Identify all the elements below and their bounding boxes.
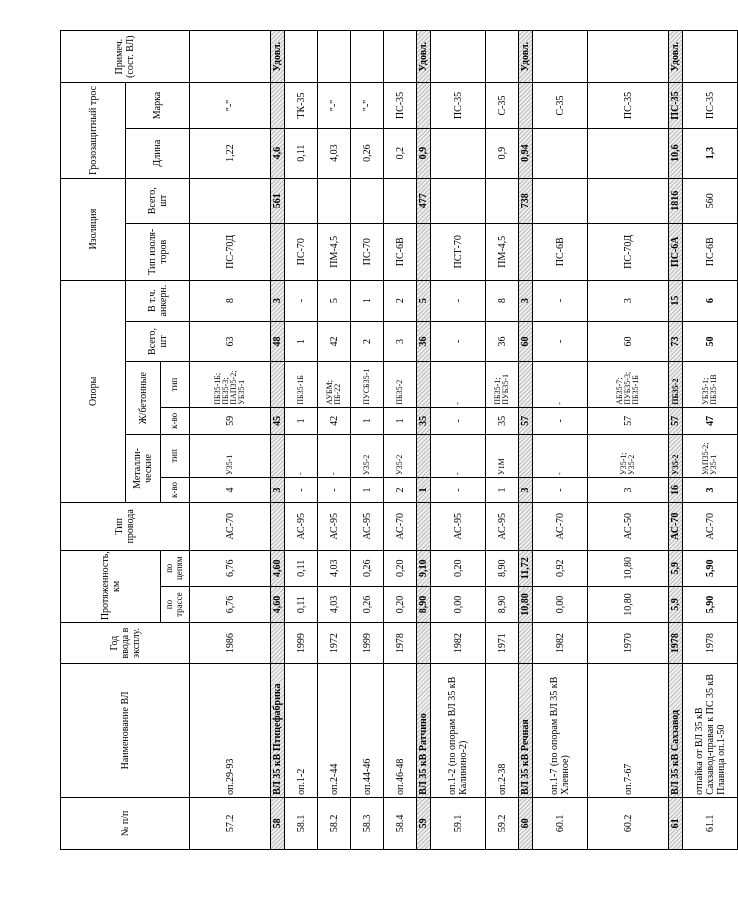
cell-supports-total: 73 xyxy=(669,321,683,362)
header-supports: Опоры xyxy=(61,280,126,502)
header-num: № п/п xyxy=(61,797,190,849)
header-length: Протяженность, км xyxy=(61,550,161,623)
table-row xyxy=(683,31,738,850)
cell-supports-total: 2 xyxy=(351,321,384,362)
cell-note: Удовл. xyxy=(519,31,533,83)
cell-insulator-total: 477 xyxy=(417,178,431,223)
cell-anchor-count: - xyxy=(431,280,486,321)
cell-insulator-total xyxy=(190,178,271,223)
table-row xyxy=(285,31,318,850)
cell-anchor-count: 8 xyxy=(486,280,519,321)
cell-year: 1970 xyxy=(588,623,669,664)
header-total: Всего, шт xyxy=(126,321,190,362)
cell-year: 1971 xyxy=(486,623,519,664)
table-row xyxy=(519,31,533,850)
cell-num: 59.1 xyxy=(431,797,486,849)
table-row xyxy=(318,31,351,850)
header-len-circuits: по цепям xyxy=(161,550,190,586)
table-row xyxy=(417,31,431,850)
cell-name: отпайка от ВЛ 35 кВ Сахзавод-правая к ПС 35 кВ Плавица оп.1-50 xyxy=(683,664,738,798)
cell-cable-brand: ПС-35 xyxy=(431,83,486,128)
cell-year: 1999 xyxy=(351,623,384,664)
cell-concrete-count: 35 xyxy=(417,407,431,434)
cell-len-route: 5,9 xyxy=(669,586,683,622)
table-row xyxy=(384,31,417,850)
cell-year: 1982 xyxy=(533,623,588,664)
cell-name: оп.2-44 xyxy=(318,664,351,798)
cell-year: 1978 xyxy=(384,623,417,664)
cell-len-circuits: 5,90 xyxy=(683,550,738,586)
cell-cable-brand xyxy=(271,83,285,128)
cell-wire: АС-95 xyxy=(318,502,351,550)
cell-cable-brand xyxy=(519,83,533,128)
table-row xyxy=(431,31,486,850)
cell-len-circuits: 6,76 xyxy=(190,550,271,586)
cell-year: 1982 xyxy=(431,623,486,664)
cell-cable-brand: ПС-35 xyxy=(683,83,738,128)
cell-note xyxy=(683,31,738,83)
cell-note xyxy=(588,31,669,83)
cell-insulator-total: 1816 xyxy=(669,178,683,223)
cell-name: оп.1-7 (по опорам ВЛ 35 кВ Хлевное) xyxy=(533,664,588,798)
cell-anchor-count: 8 xyxy=(190,280,271,321)
cell-insulator-type: ПС-6А xyxy=(669,223,683,280)
cell-metal-count: - xyxy=(431,478,486,503)
cell-insulator-total xyxy=(318,178,351,223)
cell-metal-type: - xyxy=(318,434,351,477)
cell-metal-count: - xyxy=(285,478,318,503)
header-metal: Металли-ческие xyxy=(126,434,161,502)
cell-metal-count: 4 xyxy=(190,478,271,503)
cell-num: 58.2 xyxy=(318,797,351,849)
cell-len-route: 0,20 xyxy=(384,586,417,622)
cell-cable-length: 0,2 xyxy=(384,128,417,178)
cell-len-circuits: 0,11 xyxy=(285,550,318,586)
cell-supports-total: 1 xyxy=(285,321,318,362)
cell-insulator-total: 561 xyxy=(271,178,285,223)
cell-cable-brand: "-" xyxy=(190,83,271,128)
table-row xyxy=(486,31,519,850)
cell-num: 57.2 xyxy=(190,797,271,849)
header-name: Наименование ВЛ xyxy=(61,664,190,798)
cell-concrete-count: 1 xyxy=(285,407,318,434)
cell-insulator-total xyxy=(486,178,519,223)
cell-name: ВЛ 35 кВ Речная xyxy=(519,664,533,798)
cell-cable-length: 1,22 xyxy=(190,128,271,178)
cell-concrete-type: ПБ35-1Б xyxy=(285,362,318,407)
cell-metal-type: - xyxy=(431,434,486,477)
cell-year: 1978 xyxy=(683,623,738,664)
cell-name: оп.1-2 (по опорам ВЛ 35 кВ Калинино-2) xyxy=(431,664,486,798)
cell-year: 1986 xyxy=(190,623,271,664)
table-body xyxy=(190,31,738,850)
cell-name: оп.46-48 xyxy=(384,664,417,798)
cell-concrete-count: 45 xyxy=(271,407,285,434)
cell-metal-count: 1 xyxy=(351,478,384,503)
cell-cable-length: 0,11 xyxy=(285,128,318,178)
cell-wire: АС-70 xyxy=(384,502,417,550)
cell-concrete-count: 57 xyxy=(669,407,683,434)
cell-metal-count: 3 xyxy=(588,478,669,503)
cell-num: 60 xyxy=(519,797,533,849)
cell-cable-length: 10,6 xyxy=(669,128,683,178)
cell-supports-total: 50 xyxy=(683,321,738,362)
cell-cable-brand: С-35 xyxy=(486,83,519,128)
cell-insulator-type: ПС-70Д xyxy=(588,223,669,280)
cell-metal-count: - xyxy=(318,478,351,503)
cell-len-route: 10,80 xyxy=(588,586,669,622)
cell-cable-length xyxy=(588,128,669,178)
cell-num: 61 xyxy=(669,797,683,849)
cell-num: 60.1 xyxy=(533,797,588,849)
header-ins-total: Всего, шт xyxy=(126,178,190,223)
cell-metal-type: У35-1 xyxy=(190,434,271,477)
cell-supports-total: - xyxy=(431,321,486,362)
cell-note xyxy=(351,31,384,83)
cell-len-circuits: 9,10 xyxy=(417,550,431,586)
cell-anchor-count: 2 xyxy=(384,280,417,321)
cell-cable-brand: "-" xyxy=(318,83,351,128)
cell-insulator-total xyxy=(351,178,384,223)
cell-name: ВЛ 35 кВ Ратчино xyxy=(417,664,431,798)
cell-insulator-type xyxy=(271,223,285,280)
cell-insulator-type: ПМ-4,5 xyxy=(486,223,519,280)
header-ins-type: Тип изоля-торов xyxy=(126,223,190,280)
cell-num: 58 xyxy=(271,797,285,849)
cell-concrete-type: УБ35-1; ПБ35-1В xyxy=(683,362,738,407)
cell-num: 60.2 xyxy=(588,797,669,849)
cell-name: ВЛ 35 кВ Птицефабрика xyxy=(271,664,285,798)
cell-note xyxy=(318,31,351,83)
cell-len-circuits: 0,92 xyxy=(533,550,588,586)
cell-concrete-type xyxy=(271,362,285,407)
header-concrete-kvo: к-во xyxy=(161,407,190,434)
cell-len-route: 8,90 xyxy=(417,586,431,622)
cell-len-route: 6,76 xyxy=(190,586,271,622)
cell-cable-brand xyxy=(417,83,431,128)
cell-metal-type: У35-1; У35-2 xyxy=(588,434,669,477)
header-metal-kvo: к-во xyxy=(161,478,190,503)
cell-len-circuits: 0,20 xyxy=(431,550,486,586)
table-row xyxy=(190,31,271,850)
cell-year xyxy=(417,623,431,664)
cell-len-circuits: 10,80 xyxy=(588,550,669,586)
cell-metal-type: У35-2 xyxy=(384,434,417,477)
cell-metal-count: 1 xyxy=(417,478,431,503)
cell-insulator-type: ПМ-4,5 xyxy=(318,223,351,280)
cell-len-route: 8,90 xyxy=(486,586,519,622)
cell-insulator-total: 738 xyxy=(519,178,533,223)
cell-len-circuits: 4,60 xyxy=(271,550,285,586)
table-row xyxy=(533,31,588,850)
cell-wire: АС-95 xyxy=(285,502,318,550)
cell-concrete-type: ПУСБ35-1 xyxy=(351,362,384,407)
cell-anchor-count: 6 xyxy=(683,280,738,321)
cell-note xyxy=(431,31,486,83)
table-row xyxy=(669,31,683,850)
cell-insulator-type: ПС-6В xyxy=(683,223,738,280)
cell-metal-type xyxy=(519,434,533,477)
cell-len-route: 4,03 xyxy=(318,586,351,622)
cell-supports-total: 48 xyxy=(271,321,285,362)
cell-supports-total: 36 xyxy=(486,321,519,362)
cell-insulator-total xyxy=(588,178,669,223)
cell-len-circuits: 8,90 xyxy=(486,550,519,586)
cell-name: оп.44-46 xyxy=(351,664,384,798)
cell-num: 58.1 xyxy=(285,797,318,849)
header-wire: Тип провода xyxy=(61,502,190,550)
cell-insulator-total xyxy=(431,178,486,223)
cell-len-circuits: 0,20 xyxy=(384,550,417,586)
cell-num: 58.3 xyxy=(351,797,384,849)
cell-wire: АС-50 xyxy=(588,502,669,550)
cell-cable-length: 0,9 xyxy=(417,128,431,178)
cell-note: Удовл. xyxy=(417,31,431,83)
cell-len-route: 5,90 xyxy=(683,586,738,622)
cell-metal-count: 3 xyxy=(271,478,285,503)
table-row xyxy=(588,31,669,850)
cell-cable-brand: ПС-35 xyxy=(669,83,683,128)
cell-wire: АС-95 xyxy=(486,502,519,550)
header-cable-brand: Марка xyxy=(126,83,190,128)
cell-num: 59 xyxy=(417,797,431,849)
cell-cable-length xyxy=(533,128,588,178)
cell-cable-length: 4,03 xyxy=(318,128,351,178)
cell-supports-total: 60 xyxy=(588,321,669,362)
cell-metal-type: - xyxy=(533,434,588,477)
cell-cable-length: 0,9 xyxy=(486,128,519,178)
cell-concrete-type: ПБ35-1; ПУБ35-1 xyxy=(486,362,519,407)
cell-concrete-count: - xyxy=(533,407,588,434)
cell-wire xyxy=(417,502,431,550)
cell-wire: АС-70 xyxy=(669,502,683,550)
cell-supports-total: - xyxy=(533,321,588,362)
cell-supports-total: 36 xyxy=(417,321,431,362)
cell-concrete-count: 57 xyxy=(519,407,533,434)
cell-wire xyxy=(271,502,285,550)
cell-wire: АС-95 xyxy=(431,502,486,550)
cell-concrete-count: 35 xyxy=(486,407,519,434)
cell-len-route: 0,26 xyxy=(351,586,384,622)
cell-concrete-type: АУБМ; ПБ-22 xyxy=(318,362,351,407)
cell-cable-brand: С-35 xyxy=(533,83,588,128)
header-cable: Грозозащитный трос xyxy=(61,83,126,178)
cell-note xyxy=(190,31,271,83)
cell-cable-length: 0,94 xyxy=(519,128,533,178)
cell-year: 1978 xyxy=(669,623,683,664)
cell-len-route: 4,60 xyxy=(271,586,285,622)
cell-cable-length: 4,6 xyxy=(271,128,285,178)
cell-cable-brand: ПС-35 xyxy=(588,83,669,128)
cell-anchor-count: 5 xyxy=(417,280,431,321)
cell-supports-total: 3 xyxy=(384,321,417,362)
cell-name: ВЛ 35 кВ Сахзавод xyxy=(669,664,683,798)
cell-name: оп.1-2 xyxy=(285,664,318,798)
cell-anchor-count: 15 xyxy=(669,280,683,321)
cell-note xyxy=(384,31,417,83)
cell-insulator-total xyxy=(533,178,588,223)
cell-len-route: 0,11 xyxy=(285,586,318,622)
cell-len-circuits: 5,9 xyxy=(669,550,683,586)
header-metal-type: тип xyxy=(161,434,190,477)
cell-concrete-count: 57 xyxy=(588,407,669,434)
cell-anchor-count: - xyxy=(533,280,588,321)
cell-anchor-count: 3 xyxy=(519,280,533,321)
cell-insulator-type xyxy=(417,223,431,280)
header-concrete-type: тип xyxy=(161,362,190,407)
cell-cable-brand: ПС-35 xyxy=(384,83,417,128)
cell-insulator-total xyxy=(384,178,417,223)
cell-insulator-type: ПСТ-70 xyxy=(431,223,486,280)
cell-metal-count: 2 xyxy=(384,478,417,503)
cell-note: Удовл. xyxy=(271,31,285,83)
cell-concrete-type: АБ35-7; ПУБ35-3; ПБ35-1Б xyxy=(588,362,669,407)
cell-note xyxy=(486,31,519,83)
cell-note: Удовл. xyxy=(669,31,683,83)
cell-wire: АС-70 xyxy=(533,502,588,550)
cell-metal-count: 3 xyxy=(683,478,738,503)
cell-cable-brand: "-" xyxy=(351,83,384,128)
cell-name: оп.2-38 xyxy=(486,664,519,798)
cell-cable-length: 0,26 xyxy=(351,128,384,178)
cell-metal-count: 16 xyxy=(669,478,683,503)
cell-len-route: 0,00 xyxy=(533,586,588,622)
cell-concrete-count: - xyxy=(431,407,486,434)
cell-concrete-type: ПБ35-2 xyxy=(669,362,683,407)
cell-wire: АС-70 xyxy=(190,502,271,550)
header-concrete: Ж/бетонные xyxy=(126,362,161,435)
cell-supports-total: 42 xyxy=(318,321,351,362)
cell-len-route: 10,80 xyxy=(519,586,533,622)
cell-metal-type: У1М xyxy=(486,434,519,477)
cell-cable-brand: ТК-35 xyxy=(285,83,318,128)
header-incl-anchor: В т.ч. анкерн. xyxy=(126,280,190,321)
cell-year xyxy=(519,623,533,664)
cell-year xyxy=(271,623,285,664)
rotated-table-container xyxy=(60,30,727,850)
header-note: Примеч. (сост. ВЛ) xyxy=(61,31,190,83)
cell-wire: АС-70 xyxy=(683,502,738,550)
cell-name: оп.29-93 xyxy=(190,664,271,798)
cell-year: 1999 xyxy=(285,623,318,664)
cell-note xyxy=(285,31,318,83)
cell-metal-type xyxy=(417,434,431,477)
cell-concrete-count: 59 xyxy=(190,407,271,434)
cell-concrete-type: - xyxy=(533,362,588,407)
cell-concrete-type xyxy=(417,362,431,407)
cell-anchor-count: - xyxy=(285,280,318,321)
table-row xyxy=(271,31,285,850)
cell-concrete-count: 47 xyxy=(683,407,738,434)
cell-metal-type: У35-2 xyxy=(669,434,683,477)
cell-metal-count: 1 xyxy=(486,478,519,503)
cell-year: 1972 xyxy=(318,623,351,664)
cell-cable-length xyxy=(431,128,486,178)
cell-insulator-total xyxy=(285,178,318,223)
cell-anchor-count: 3 xyxy=(588,280,669,321)
cell-anchor-count: 3 xyxy=(271,280,285,321)
cell-num: 61.1 xyxy=(683,797,738,849)
cell-concrete-count: 1 xyxy=(351,407,384,434)
cell-concrete-type: ПБ35-1Б; ПБ35-3; ПАП35-2; УБ35-1 xyxy=(190,362,271,407)
cell-len-circuits: 0,26 xyxy=(351,550,384,586)
cell-name: оп.7-67 xyxy=(588,664,669,798)
header-year: Год ввода в эксплу. xyxy=(61,623,190,664)
cell-insulator-type: ПС-70Д xyxy=(190,223,271,280)
cell-concrete-count: 1 xyxy=(384,407,417,434)
cell-len-circuits: 4,03 xyxy=(318,550,351,586)
cell-concrete-type: - xyxy=(431,362,486,407)
cell-note xyxy=(533,31,588,83)
cell-metal-count: 3 xyxy=(519,478,533,503)
cell-len-circuits: 11,72 xyxy=(519,550,533,586)
cell-supports-total: 60 xyxy=(519,321,533,362)
cell-metal-type: УАП35-2; У35-1 xyxy=(683,434,738,477)
cell-wire xyxy=(519,502,533,550)
cell-metal-type: У35-2 xyxy=(351,434,384,477)
cell-concrete-type: ПБ35-2 xyxy=(384,362,417,407)
cell-supports-total: 63 xyxy=(190,321,271,362)
cell-insulator-type: ПС-70 xyxy=(285,223,318,280)
cell-concrete-type xyxy=(519,362,533,407)
cell-len-route: 0,00 xyxy=(431,586,486,622)
cell-insulator-type: ПС-6В xyxy=(533,223,588,280)
cell-num: 59.2 xyxy=(486,797,519,849)
cell-anchor-count: 5 xyxy=(318,280,351,321)
cell-concrete-count: 42 xyxy=(318,407,351,434)
cell-insulator-type: ПС-70 xyxy=(351,223,384,280)
cell-metal-type xyxy=(271,434,285,477)
cell-metal-count: - xyxy=(533,478,588,503)
cell-metal-type: - xyxy=(285,434,318,477)
cell-insulator-total: 560 xyxy=(683,178,738,223)
cell-num: 58.4 xyxy=(384,797,417,849)
power-lines-table xyxy=(60,30,738,850)
cell-insulator-type: ПС-6В xyxy=(384,223,417,280)
header-len-route: по трассе xyxy=(161,586,190,622)
cell-wire: АС-95 xyxy=(351,502,384,550)
cell-anchor-count: 1 xyxy=(351,280,384,321)
cell-insulator-type xyxy=(519,223,533,280)
header-insulation: Изоляция xyxy=(61,178,126,280)
header-cable-len: Длина xyxy=(126,128,190,178)
cell-cable-length: 1,3 xyxy=(683,128,738,178)
table-row xyxy=(351,31,384,850)
